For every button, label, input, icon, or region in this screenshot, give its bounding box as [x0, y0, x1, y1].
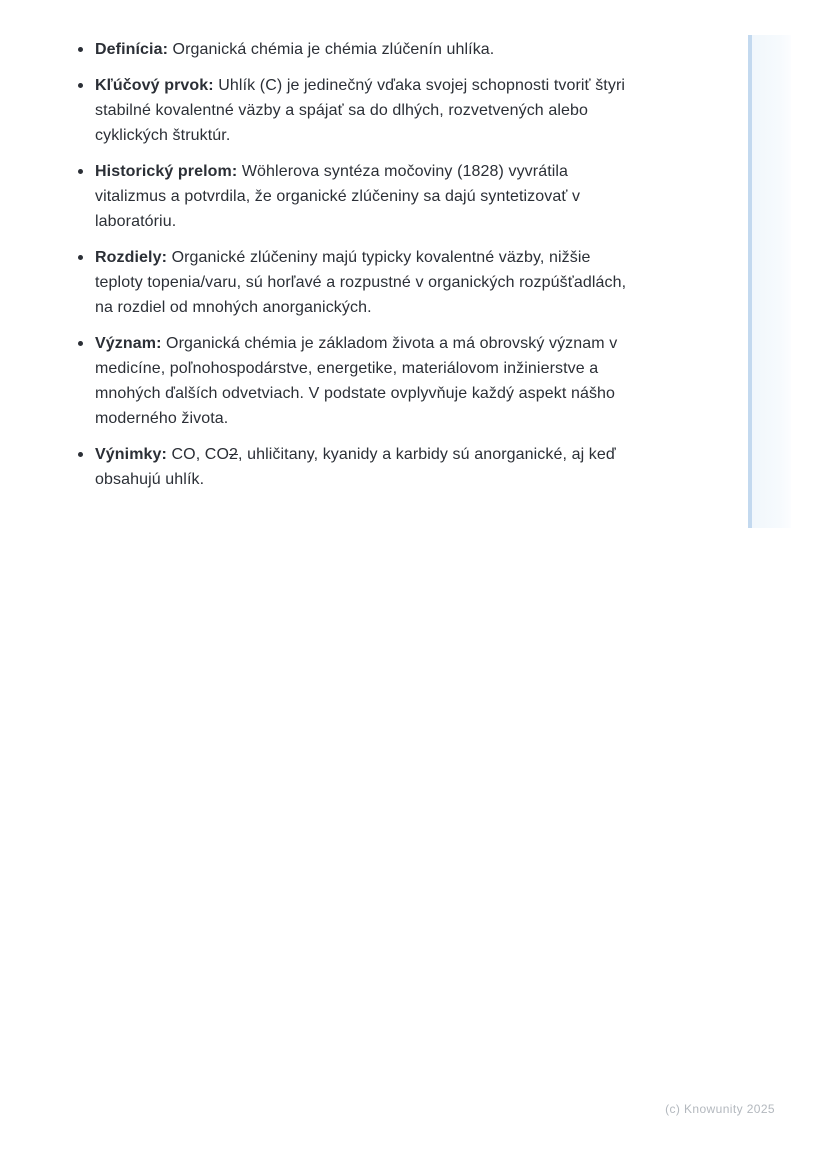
list-item: [75, 159, 627, 234]
bullet-text: Organická chémia je chémia zlúčenín uhlíka.: [168, 41, 495, 58]
bullet-dot-icon: [78, 47, 83, 52]
bullet-dot-icon: [78, 169, 83, 174]
bullet-text: Organická chémia je základom života a má obrovský význam v medicíne, poľnohospodárstve, energetike, materiálovom inžinierstve a mnohých ďalších odvetviach. V podstate ovplyvňuje každý aspekt nášho moderného života.: [95, 335, 618, 427]
bullet-dot-icon: [78, 341, 83, 346]
bullet-dot-icon: [78, 255, 83, 260]
strikethrough-text: 2: [229, 446, 238, 463]
list-item: [75, 331, 627, 431]
bullet-term: Kľúčový prvok:: [95, 77, 214, 94]
bullet-term: Výnimky:: [95, 446, 167, 463]
bullet-text: Wöhlerova syntéza močoviny (1828) vyvrátila vitalizmus a potvrdila, že organické zlúčeniny sa dajú syntetizovať v laboratóriu.: [95, 163, 581, 230]
bullet-list: [75, 37, 627, 492]
bullet-term: Historický prelom:: [95, 163, 238, 180]
bullet-text: Uhlík (C) je jedinečný vďaka svojej schopnosti tvoriť štyri stabilné kovalentné väzby a spájať sa do dlhých, rozvetvených alebo cyklických štruktúr.: [95, 77, 626, 144]
list-item: [75, 37, 627, 62]
bullet-term: Definícia:: [95, 41, 169, 58]
bullet-term: Rozdiely:: [95, 249, 168, 266]
bullet-dot-icon: [78, 452, 83, 457]
bullet-term: Význam:: [95, 335, 162, 352]
bullet-text: CO, CO: [166, 446, 229, 463]
bullet-text: , uhličitany, kyanidy a karbidy sú anorganické, aj keď obsahujú uhlík.: [95, 446, 616, 488]
list-item: [75, 73, 627, 148]
footer-copyright: (c) Knowunity 2025: [665, 1102, 775, 1116]
bullet-text: Organické zlúčeniny majú typicky kovalentné väzby, nižšie teploty topenia/varu, sú horľavé a rozpustné v organických rozpúšťadlách, na rozdiel od mnohých anorganických.: [95, 249, 627, 316]
document-content: [75, 37, 627, 503]
bullet-dot-icon: [78, 83, 83, 88]
list-item: [75, 442, 627, 492]
page-edge-highlight-strip: [748, 35, 791, 528]
list-item: [75, 245, 627, 320]
